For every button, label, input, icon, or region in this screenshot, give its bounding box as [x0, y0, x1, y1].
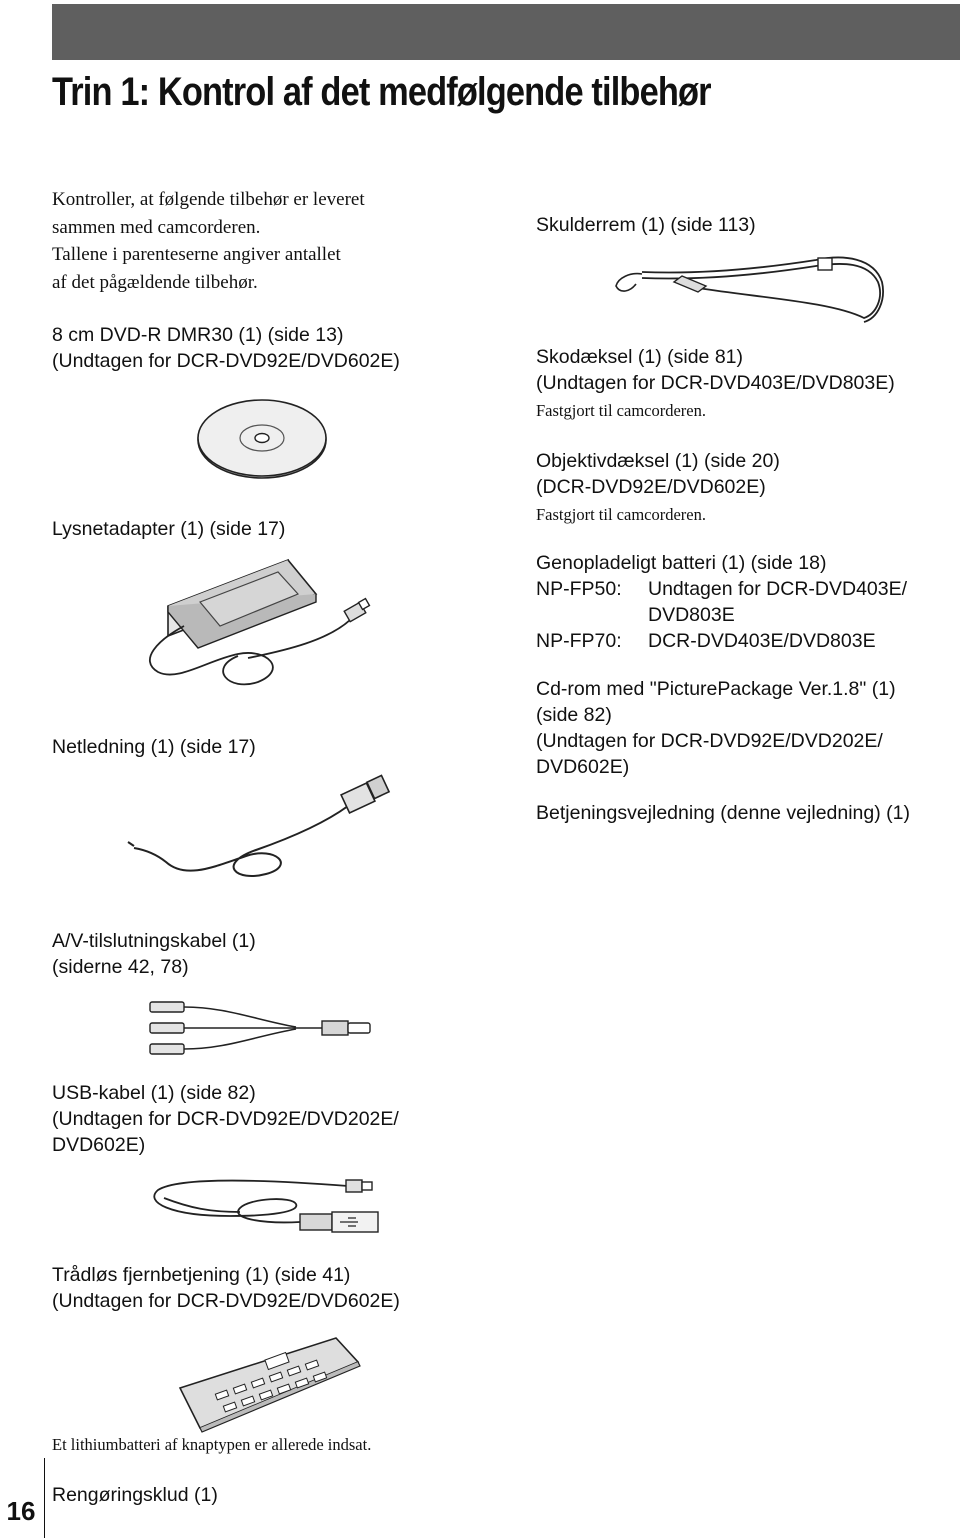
- page-number: 16: [6, 1496, 36, 1526]
- header-bar: [52, 4, 960, 60]
- intro-text: Kontroller, at følgende tilbehør er leveret sammen med camcorderen. Tallene i parenteserne angiver antallet af det pågældende tilbehør.: [52, 189, 365, 293]
- av-cable-icon: [146, 996, 386, 1062]
- battery-row: NP-FP50: Undtagen for DCR-DVD403E/: [536, 578, 908, 600]
- dvd-label: 8 cm DVD-R DMR30 (1) (side 13) (Undtagen for DCR-DVD92E/DVD602E): [52, 324, 400, 372]
- battery-row: NP-FP70: DCR-DVD403E/DVD803E: [536, 630, 876, 652]
- page-title: Trin 1: Kontrol af det medfølgende tilbehør: [52, 70, 711, 114]
- remote-label: Trådløs fjernbetjening (1) (side 41) (Undtagen for DCR-DVD92E/DVD602E): [52, 1264, 400, 1312]
- usb-cable-label: USB-kabel (1) (side 82) (Undtagen for DCR-DVD92E/DVD202E/ DVD602E): [52, 1082, 399, 1156]
- manual-label: Betjeningsvejledning (denne vejledning) (1): [536, 802, 910, 824]
- page-number-divider: [44, 1458, 45, 1538]
- cloth-label: Rengøringsklud (1): [52, 1484, 218, 1506]
- power-cord-icon: [126, 770, 396, 900]
- ac-adapter-icon: [138, 550, 398, 700]
- disc-icon: [196, 396, 332, 480]
- shoe-cover-note: Fastgjort til camcorderen.: [536, 401, 706, 420]
- shoulder-strap-icon: [612, 252, 884, 324]
- cdrom-label: Cd-rom med "PicturePackage Ver.1.8" (1) (side 82) (Undtagen for DCR-DVD92E/DVD202E/ DVD602E): [536, 678, 896, 778]
- remote-note: Et lithiumbatteri af knaptypen er allerede indsat.: [52, 1435, 372, 1454]
- adapter-label: Lysnetadapter (1) (side 17): [52, 518, 286, 540]
- usb-cable-icon: [150, 1172, 386, 1244]
- av-cable-label: A/V-tilslutningskabel (1) (siderne 42, 78): [52, 930, 256, 978]
- remote-control-icon: [176, 1336, 362, 1432]
- lens-cap-note: Fastgjort til camcorderen.: [536, 505, 706, 524]
- battery-section: Genopladeligt batteri (1) (side 18) NP-FP50: Undtagen for DCR-DVD403E/ DVD803E NP-FP70: DCR-DVD403E/DVD803E: [536, 552, 908, 652]
- lens-cap-label: Objektivdæksel (1) (side 20) (DCR-DVD92E/DVD602E): [536, 450, 780, 498]
- shoe-cover-label: Skodæksel (1) (side 81) (Undtagen for DCR-DVD403E/DVD803E): [536, 346, 895, 394]
- strap-label: Skulderrem (1) (side 113): [536, 214, 756, 236]
- cord-label: Netledning (1) (side 17): [52, 736, 256, 758]
- battery-row: DVD803E: [648, 604, 735, 626]
